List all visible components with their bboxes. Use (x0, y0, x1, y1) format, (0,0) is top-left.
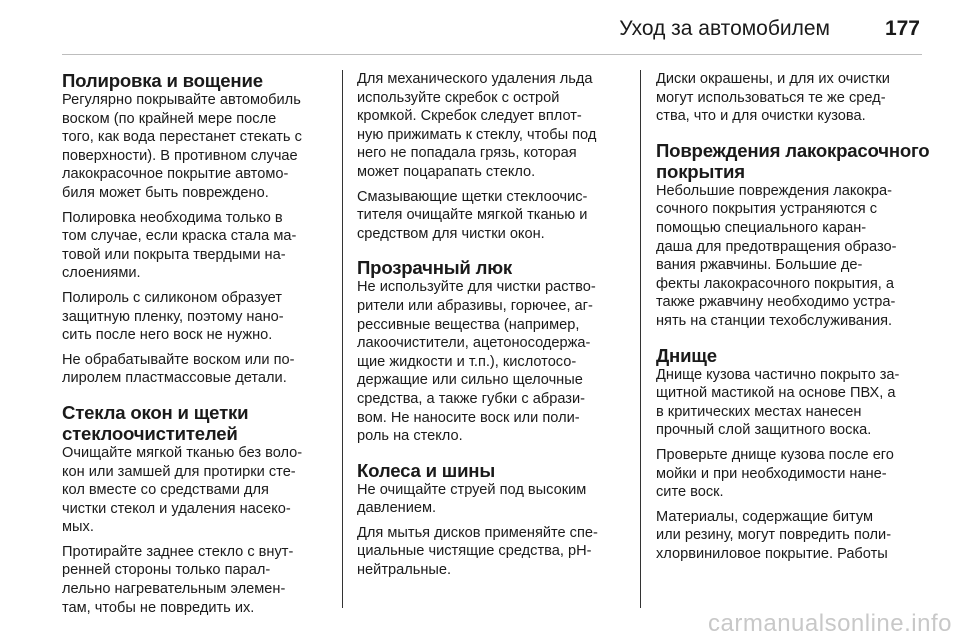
text-line: мойки и при необходимости нане- (656, 465, 887, 482)
text-line: помощью специального каран- (656, 219, 867, 236)
text-line: кон или замшей для протирки сте- (62, 463, 296, 480)
text-line: Не используйте для чистки раство- (357, 279, 596, 296)
text-line: сите воск. (656, 484, 724, 501)
watermark: carmanualsonline.info (708, 610, 952, 637)
text-line: Для механического удаления льда (357, 71, 593, 87)
paragraph (62, 351, 328, 388)
paragraph (357, 70, 623, 182)
text-line: или резину, могут повредить поли- (656, 527, 892, 544)
paragraph (357, 481, 623, 518)
text-line: чистки стекол и удаления насеко- (62, 500, 291, 517)
paragraph (62, 209, 328, 283)
text-line: даша для предотвращения образо- (656, 238, 897, 255)
text-line: Протирайте заднее стекло с внут- (62, 543, 294, 560)
text-line: воском (по крайней мере после (62, 110, 277, 127)
column-1 (62, 70, 328, 623)
text-line: Регулярно покрывайте автомобиль (62, 92, 301, 108)
paragraph (62, 91, 328, 203)
text-line: нять на станции техобслуживания. (656, 312, 893, 329)
column-2 (357, 70, 623, 586)
text-line: биля может быть повреждено. (62, 184, 269, 201)
text-line: него не попадала грязь, которая (357, 145, 577, 162)
heading-wheels-tyres: Колеса и шины (357, 459, 496, 481)
text-line: покрытия (656, 160, 745, 182)
text-line: нейтральные. (357, 562, 452, 579)
text-line: давлением. (357, 500, 437, 517)
text-line: тителя очищайте мягкой тканью и (357, 207, 588, 224)
text-line: лельно нагревательным элемен- (62, 581, 286, 598)
text-line: лакокрасочное покрытие автомо- (62, 166, 289, 183)
text-line: мых. (62, 519, 94, 536)
text-line: слоениями. (62, 265, 141, 282)
paragraph (656, 446, 922, 502)
text-line: Диски окрашены, и для их очистки (656, 71, 890, 87)
paragraph (62, 444, 328, 537)
paragraph (62, 289, 328, 345)
text-line: Очищайте мягкой тканью без воло- (62, 444, 303, 461)
text-line: того, как вода перестанет стекать с (62, 129, 302, 146)
text-line: в критических местах нанесен (656, 403, 862, 420)
column-divider-2 (640, 70, 641, 608)
text-line: Повреждения лакокрасочного (656, 139, 930, 161)
text-line: вания ржавчины. Большие де- (656, 257, 863, 274)
text-line: средством для чистки окон. (357, 225, 545, 242)
text-line: держащие или сильно щелочные (357, 372, 583, 389)
text-line: лакоочистители, ацетоносодержа- (357, 335, 591, 352)
paragraph (357, 278, 623, 445)
text-line: товой или покрыта твердыми на- (62, 246, 286, 263)
header-divider (62, 54, 922, 55)
text-line: ства, что и для очистки кузова. (656, 108, 866, 125)
text-line: поверхности). В противном случае (62, 147, 298, 164)
text-line: защитную пленку, поэтому нано- (62, 308, 284, 325)
text-line: циальные чистящие средства, pH- (357, 543, 592, 560)
text-line: Не обрабатывайте воском или по- (62, 351, 295, 368)
text-line: кол вместе со средствами для (62, 482, 269, 499)
chapter-title: Уход за автомобилем (619, 17, 830, 40)
text-line: щие жидкости и т.п.), кислотосо- (357, 353, 577, 370)
text-line: могут использоваться те же сред- (656, 89, 886, 106)
text-line: Стекла окон и щетки (62, 401, 249, 423)
heading-paint-damage (656, 139, 930, 182)
text-line: Небольшие повреждения лакокра- (656, 182, 892, 199)
text-line: Смазывающие щетки стеклоочис- (357, 188, 588, 205)
text-line: Не очищайте струей под высоким (357, 481, 587, 498)
text-line: том случае, если краска стала ма- (62, 228, 297, 245)
paragraph (62, 543, 328, 617)
text-line: лиролем пластмассовые детали. (62, 370, 287, 387)
text-line: фекты лакокрасочного покрытия, а (656, 275, 894, 292)
column-divider-1 (342, 70, 343, 608)
page-number: 177 (884, 17, 920, 40)
paragraph (357, 188, 623, 244)
text-line: Полировка необходима только в (62, 209, 283, 226)
text-line: рессивные вещества (например, (357, 316, 580, 333)
paragraph (357, 524, 623, 580)
text-line: используйте скребок с острой (357, 89, 560, 106)
text-line: средства, а также губки с абрази- (357, 390, 585, 407)
heading-windows-wipers (62, 402, 328, 444)
paragraph (656, 182, 922, 331)
text-line: ную прижимать к стеклу, чтобы под (357, 126, 597, 143)
heading-underbody: Днище (656, 344, 717, 366)
heading-sunroof: Прозрачный люк (357, 257, 513, 279)
text-line: Материалы, содержащие битум (656, 508, 873, 525)
text-line: также ржавчину необходимо устра- (656, 294, 896, 311)
paragraph (656, 508, 922, 564)
heading-polishing: Полировка и вощение (62, 70, 263, 91)
text-line: вом. Не наносите воск или поли- (357, 409, 580, 426)
text-line: сочного покрытия устраняются с (656, 201, 878, 218)
paragraph (656, 366, 922, 440)
column-3 (656, 70, 930, 569)
text-line: рители или абразивы, горючее, аг- (357, 297, 593, 314)
text-line: сить после него воск не нужно. (62, 327, 273, 344)
text-line: Полироль с силиконом образует (62, 289, 282, 306)
page-header (0, 0, 960, 56)
text-line: там, чтобы не повредить их. (62, 599, 255, 616)
paragraph (656, 70, 922, 126)
text-line: хлорвиниловое покрытие. Работы (656, 545, 888, 562)
text-line: может поцарапать стекло. (357, 163, 536, 180)
text-line: роль на стекло. (357, 428, 463, 445)
text-line: щитной мастикой на основе ПВХ, а (656, 385, 896, 402)
text-line: Днище кузова частично покрыто за- (656, 366, 900, 383)
text-line: Для мытья дисков применяйте спе- (357, 524, 598, 541)
text-line: Проверьте днище кузова после его (656, 446, 894, 463)
text-line: ренней стороны только парал- (62, 562, 271, 579)
text-line: прочный слой защитного воска. (656, 422, 872, 439)
text-line: стеклоочистителей (62, 422, 238, 444)
text-line: кромкой. Скребок следует вплот- (357, 108, 582, 125)
